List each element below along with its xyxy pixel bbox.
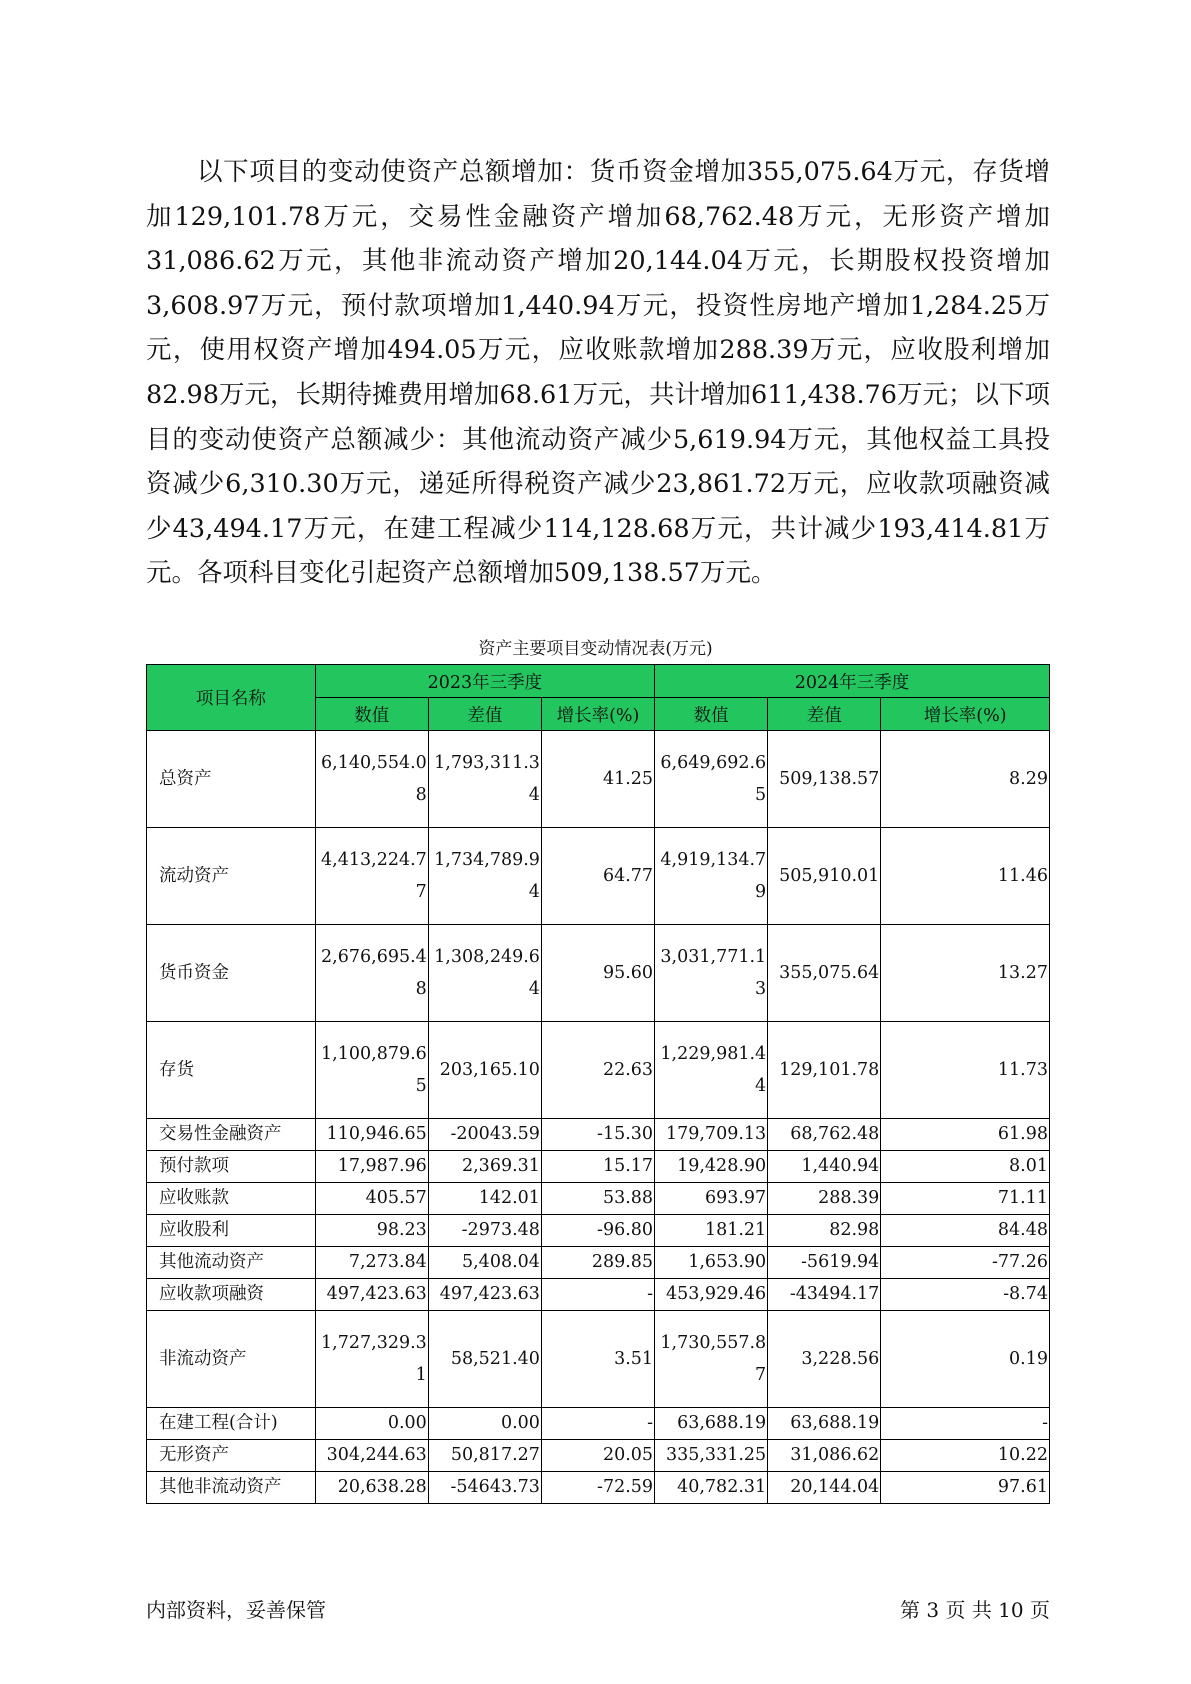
row-item-name: 非流动资产	[147, 1311, 316, 1408]
cell-g24: 84.48	[881, 1215, 1050, 1247]
cell-g24: 0.19	[881, 1311, 1050, 1408]
cell-d23: 1,308,249.64	[428, 925, 541, 1022]
table-row	[147, 925, 1050, 1022]
table-row	[147, 1311, 1050, 1408]
row-item-name: 总资产	[147, 731, 316, 828]
row-item-name: 无形资产	[147, 1440, 316, 1472]
cell-d23: -20043.59	[428, 1119, 541, 1151]
cell-v24: 4,919,134.79	[655, 828, 768, 925]
cell-d23: 203,165.10	[428, 1022, 541, 1119]
header-period-2023: 2023年三季度	[315, 665, 654, 698]
cell-d23: -54643.73	[428, 1472, 541, 1504]
cell-g23: 289.85	[541, 1247, 654, 1279]
cell-v23: 1,100,879.65	[315, 1022, 428, 1119]
table-row	[147, 1440, 1050, 1472]
cell-g24: 13.27	[881, 925, 1050, 1022]
cell-d24: 31,086.62	[768, 1440, 881, 1472]
cell-v23: 0.00	[315, 1408, 428, 1440]
header-value-2023: 数值	[315, 698, 428, 731]
table-row	[147, 731, 1050, 828]
cell-v23: 17,987.96	[315, 1151, 428, 1183]
cell-d24: 509,138.57	[768, 731, 881, 828]
cell-g23: 53.88	[541, 1183, 654, 1215]
table-row	[147, 1472, 1050, 1504]
cell-g24: -77.26	[881, 1247, 1050, 1279]
cell-d24: 63,688.19	[768, 1408, 881, 1440]
cell-g24: 71.11	[881, 1183, 1050, 1215]
cell-g24: 11.46	[881, 828, 1050, 925]
header-diff-2023: 差值	[428, 698, 541, 731]
cell-d24: 68,762.48	[768, 1119, 881, 1151]
cell-g23: -72.59	[541, 1472, 654, 1504]
table-row	[147, 828, 1050, 925]
cell-d24: 129,101.78	[768, 1022, 881, 1119]
paragraph-text: 以下项目的变动使资产总额增加：货币资金增加355,075.64万元，存货增加129,101.78万元，交易性金融资产增加68,762.48万元，无形资产增加31,086.62万元，其他非流动资产增加20,144.04万元，长期股权投资增加3,608.97万元，预付款项增加1,440.94万元，投资性房地产增加1,284.25万元，使用权资产增加494.05万元，应收账款增加288.39万元，应收股利增加82.98万元，长期待摊费用增加68.61万元，共计增加611,438.76万元；以下项目的变动使资产总额减少：其他流动资产减少5,619.94万元，其他权益工具投资减少6,310.30万元，递延所得税资产减少23,861.72万元，应收款项融资减少43,494.17万元，在建工程减少114,128.68万元，共计减少193,414.81万元。各项科目变化引起资产总额增加509,138.57万元。	[146, 157, 1051, 589]
cell-d24: 1,440.94	[768, 1151, 881, 1183]
cell-v23: 98.23	[315, 1215, 428, 1247]
row-item-name: 交易性金融资产	[147, 1119, 316, 1151]
cell-v24: 335,331.25	[655, 1440, 768, 1472]
cell-g24: 61.98	[881, 1119, 1050, 1151]
cell-g23: 95.60	[541, 925, 654, 1022]
cell-g23: 3.51	[541, 1311, 654, 1408]
cell-d24: 288.39	[768, 1183, 881, 1215]
cell-d24: 355,075.64	[768, 925, 881, 1022]
cell-v23: 497,423.63	[315, 1279, 428, 1311]
cell-d24: 82.98	[768, 1215, 881, 1247]
cell-d24: -5619.94	[768, 1247, 881, 1279]
row-item-name: 其他非流动资产	[147, 1472, 316, 1504]
cell-v24: 63,688.19	[655, 1408, 768, 1440]
table-row	[147, 1408, 1050, 1440]
header-growth-2023: 增长率(%)	[541, 698, 654, 731]
cell-d23: 497,423.63	[428, 1279, 541, 1311]
cell-v23: 4,413,224.77	[315, 828, 428, 925]
cell-d23: 58,521.40	[428, 1311, 541, 1408]
cell-g23: 20.05	[541, 1440, 654, 1472]
cell-v24: 1,730,557.87	[655, 1311, 768, 1408]
cell-d23: 50,817.27	[428, 1440, 541, 1472]
cell-g23: -15.30	[541, 1119, 654, 1151]
cell-g24: 97.61	[881, 1472, 1050, 1504]
row-item-name: 货币资金	[147, 925, 316, 1022]
cell-v24: 3,031,771.13	[655, 925, 768, 1022]
cell-v23: 110,946.65	[315, 1119, 428, 1151]
cell-d23: 1,793,311.34	[428, 731, 541, 828]
cell-d24: 3,228.56	[768, 1311, 881, 1408]
cell-d23: -2973.48	[428, 1215, 541, 1247]
cell-v23: 20,638.28	[315, 1472, 428, 1504]
cell-v23: 304,244.63	[315, 1440, 428, 1472]
cell-g24: -8.74	[881, 1279, 1050, 1311]
table-row	[147, 1247, 1050, 1279]
table-row	[147, 1151, 1050, 1183]
table-title: 资产主要项目变动情况表(万元)	[478, 639, 713, 659]
header-item-name: 项目名称	[147, 665, 316, 731]
table-row	[147, 1279, 1050, 1311]
cell-g23: 15.17	[541, 1151, 654, 1183]
cell-d23: 1,734,789.94	[428, 828, 541, 925]
cell-g24: 8.29	[881, 731, 1050, 828]
table-body	[147, 731, 1050, 1504]
cell-v24: 1,229,981.44	[655, 1022, 768, 1119]
cell-g23: -96.80	[541, 1215, 654, 1247]
cell-g23: 64.77	[541, 828, 654, 925]
cell-g24: 11.73	[881, 1022, 1050, 1119]
cell-v23: 6,140,554.08	[315, 731, 428, 828]
table-row	[147, 1215, 1050, 1247]
cell-g23: 22.63	[541, 1022, 654, 1119]
row-item-name: 应收股利	[147, 1215, 316, 1247]
cell-v24: 179,709.13	[655, 1119, 768, 1151]
cell-v24: 1,653.90	[655, 1247, 768, 1279]
cell-g23: 41.25	[541, 731, 654, 828]
row-item-name: 应收账款	[147, 1183, 316, 1215]
cell-g24: 8.01	[881, 1151, 1050, 1183]
cell-d23: 2,369.31	[428, 1151, 541, 1183]
row-item-name: 其他流动资产	[147, 1247, 316, 1279]
row-item-name: 预付款项	[147, 1151, 316, 1183]
header-diff-2024: 差值	[768, 698, 881, 731]
cell-v23: 2,676,695.48	[315, 925, 428, 1022]
row-item-name: 应收款项融资	[147, 1279, 316, 1311]
cell-v24: 693.97	[655, 1183, 768, 1215]
cell-v23: 7,273.84	[315, 1247, 428, 1279]
table-row	[147, 1022, 1050, 1119]
cell-g23: -	[541, 1408, 654, 1440]
table-row	[147, 1183, 1050, 1215]
cell-v24: 181.21	[655, 1215, 768, 1247]
cell-d24: -43494.17	[768, 1279, 881, 1311]
footer-page-number: 第 3 页 共 10 页	[900, 1598, 1050, 1622]
cell-d23: 142.01	[428, 1183, 541, 1215]
cell-v24: 19,428.90	[655, 1151, 768, 1183]
cell-v24: 453,929.46	[655, 1279, 768, 1311]
cell-d24: 20,144.04	[768, 1472, 881, 1504]
cell-g24: -	[881, 1408, 1050, 1440]
row-item-name: 在建工程(合计)	[147, 1408, 316, 1440]
cell-v23: 1,727,329.31	[315, 1311, 428, 1408]
cell-v24: 6,649,692.65	[655, 731, 768, 828]
cell-d23: 5,408.04	[428, 1247, 541, 1279]
header-period-2024: 2024年三季度	[655, 665, 1050, 698]
cell-v24: 40,782.31	[655, 1472, 768, 1504]
table-row	[147, 1119, 1050, 1151]
cell-d23: 0.00	[428, 1408, 541, 1440]
header-growth-2024: 增长率(%)	[881, 698, 1050, 731]
cell-v23: 405.57	[315, 1183, 428, 1215]
row-item-name: 存货	[147, 1022, 316, 1119]
cell-g23: -	[541, 1279, 654, 1311]
footer-confidential-note: 内部资料，妥善保管	[146, 1598, 326, 1622]
row-item-name: 流动资产	[147, 828, 316, 925]
asset-change-table	[146, 664, 1050, 1504]
body-paragraph	[146, 150, 1050, 596]
cell-d24: 505,910.01	[768, 828, 881, 925]
header-value-2024: 数值	[655, 698, 768, 731]
cell-g24: 10.22	[881, 1440, 1050, 1472]
